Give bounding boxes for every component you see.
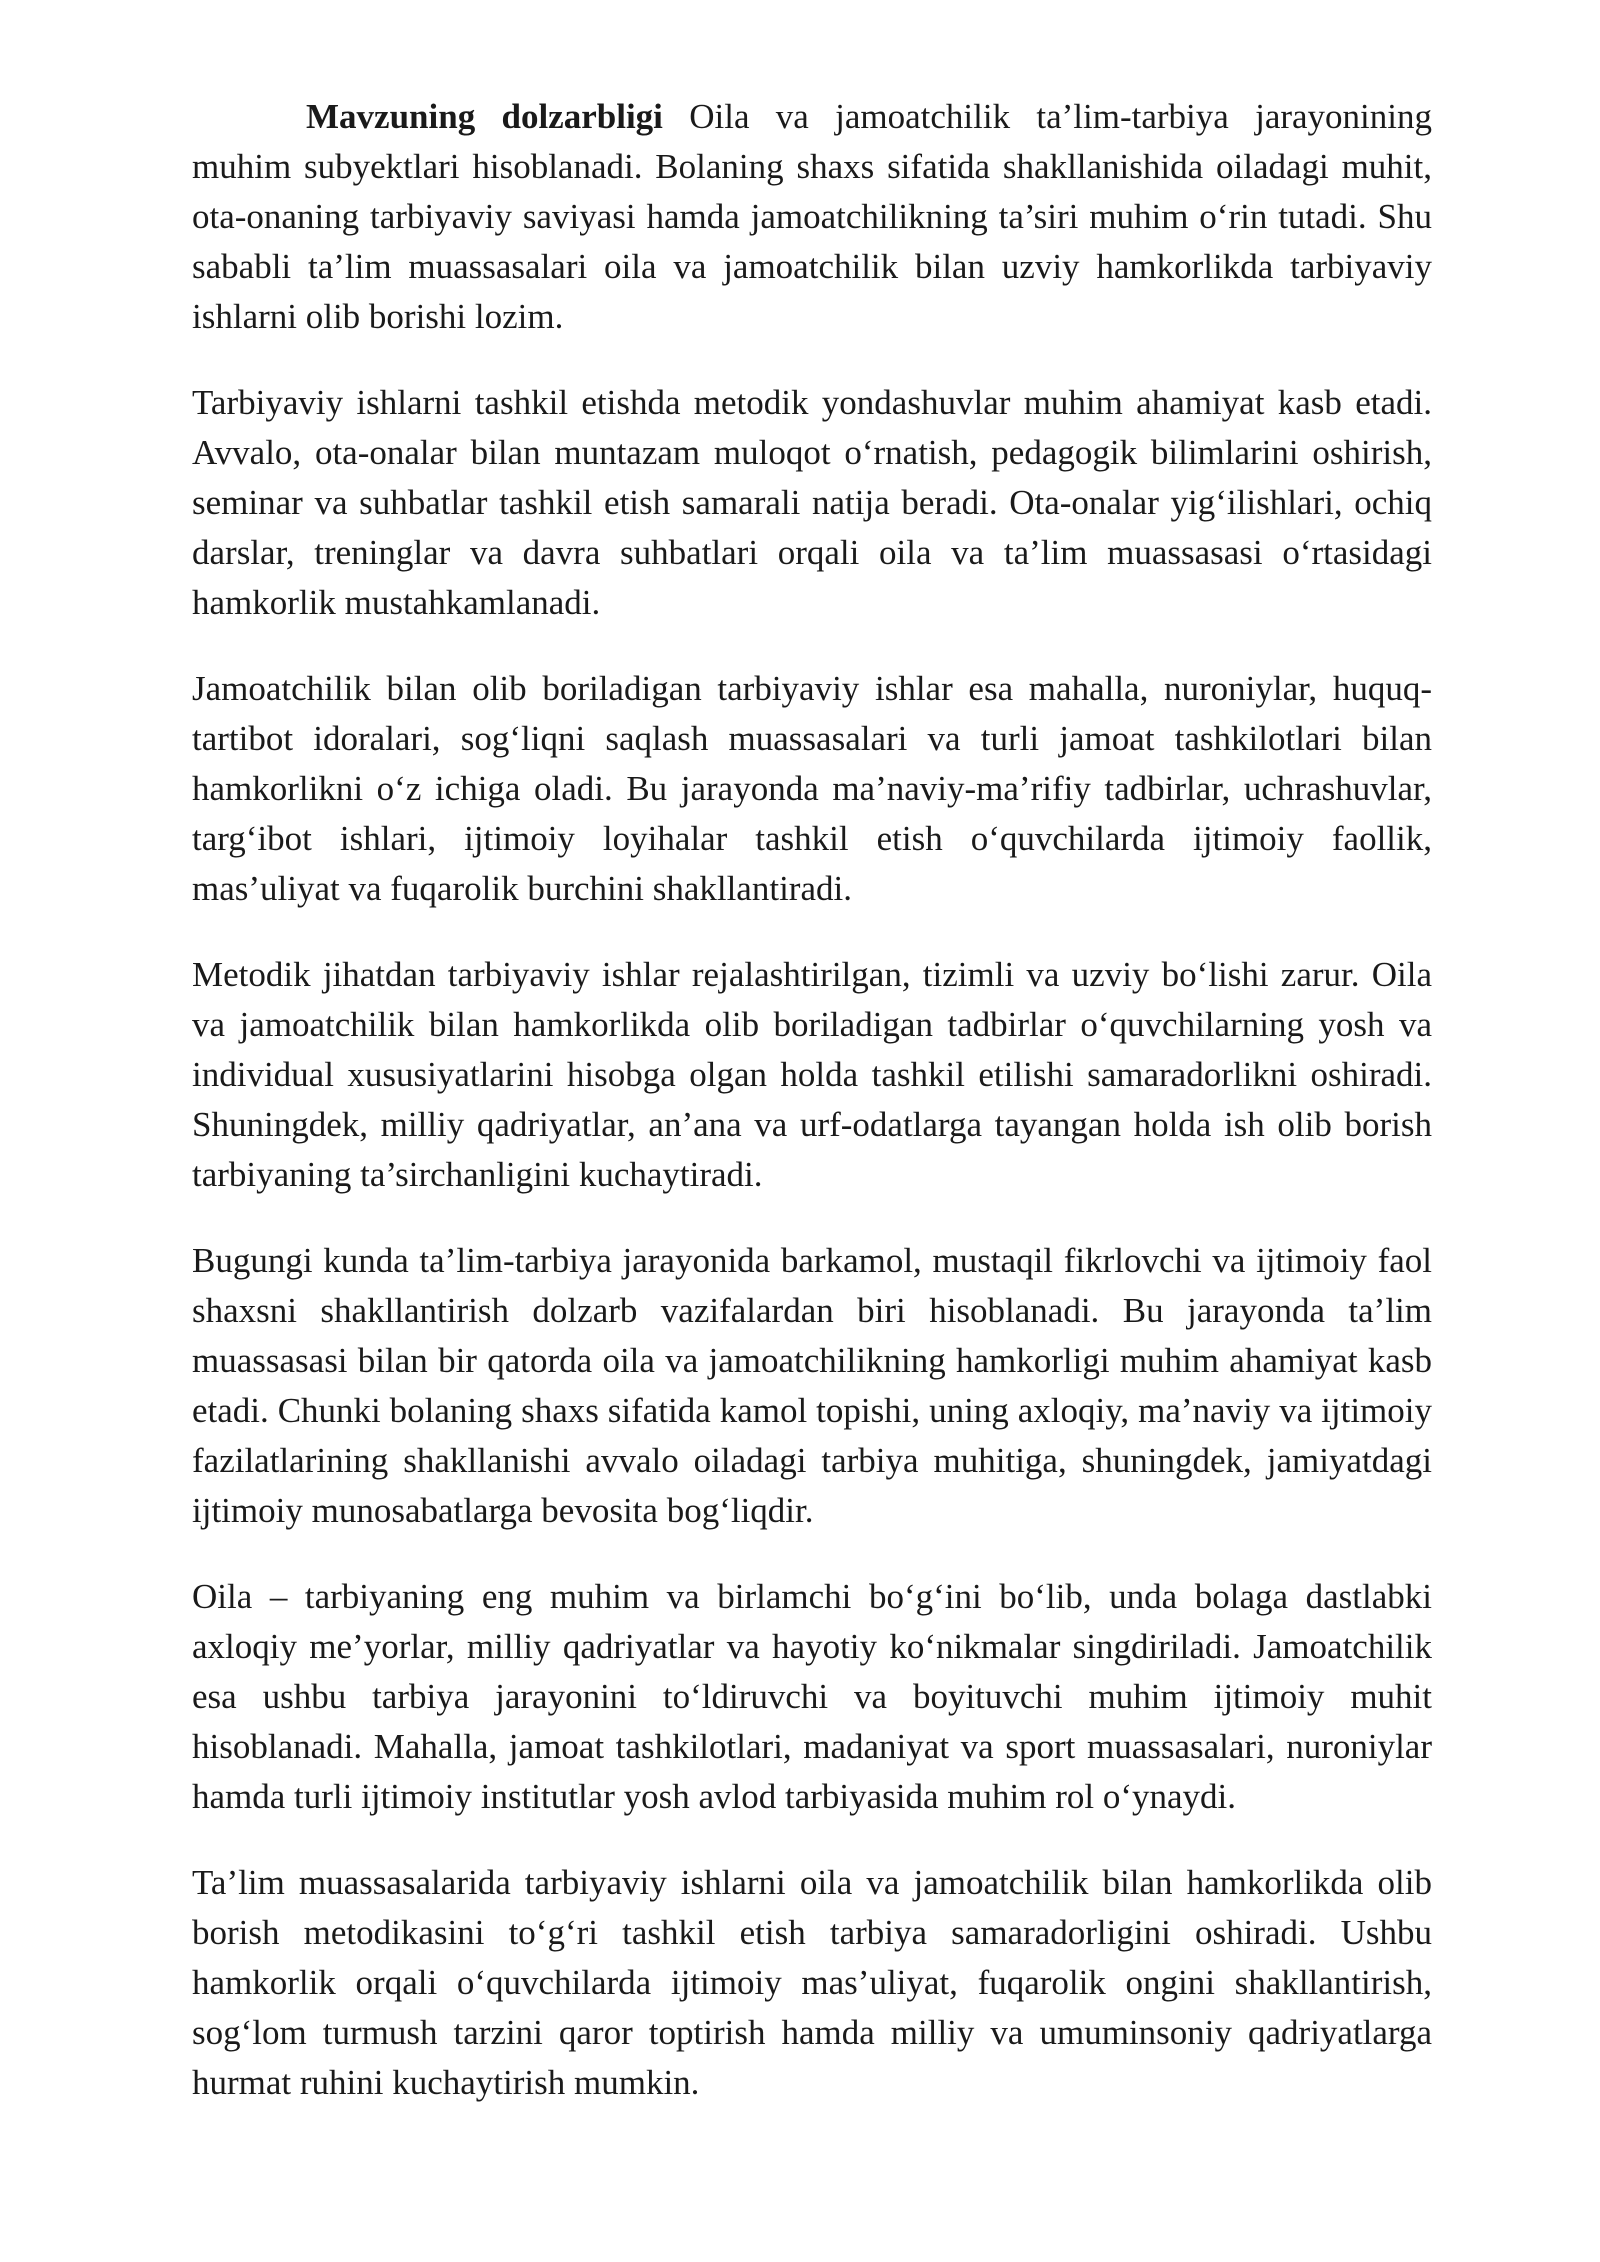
paragraph-conclusion: Ta’lim muassasalarida tarbiyaviy ishlarni oila va jamoatchilik bilan hamkorlikda olib borish metodikasini to‘g‘ri tashkil etish tarbiya samaradorligini oshiradi. Ushbu hamkorlik orqali o‘quvchilarda ijtimoiy mas’uliyat, fuqarolik ongini shakllantirish, sog‘lom turmush tarzini qaror toptirish hamda milliy va umuminsoniy qadriyatlarga hurmat ruhini kuchaytirish mumkin. bbox=[192, 1863, 1432, 2102]
lead-title: Mavzuning dolzarbligi bbox=[306, 97, 663, 136]
document-page bbox=[192, 92, 1432, 2144]
paragraph-methodical-approaches: Tarbiyaviy ishlarni tashkil etishda metodik yondashuvlar muhim ahamiyat kasb etadi. Avvalo, ota-onalar bilan muntazam muloqot o‘rnatish, pedagogik bilimlarini oshirish, seminar va suhbatlar tashkil etish samarali natija beradi. Ota-onalar yig‘ilishlari, ochiq darslar, treninglar va davra suhbatlari orqali oila va ta’lim muassasasi o‘rtasidagi hamkorlik mustahkamlanadi. bbox=[192, 383, 1432, 622]
paragraph-today-education: Bugungi kunda ta’lim-tarbiya jarayonida barkamol, mustaqil fikrlovchi va ijtimoiy faol shaxsni shakllantirish dolzarb vazifalardan biri hisoblanadi. Bu jarayonda ta’lim muassasasi bilan bir qatorda oila va jamoatchilikning hamkorligi muhim ahamiyat kasb etadi. Chunki bolaning shaxs sifatida kamol topishi, uning axloqiy, ma’naviy va ijtimoiy fazilatlarining shakllanishi avvalo oiladagi tarbiya muhitiga, shuningdek, jamiyatdagi ijtimoiy munosabatlarga bevosita bog‘liqdir. bbox=[192, 1241, 1432, 1530]
intro-paragraph-text: Oila va jamoatchilik ta’lim-tarbiya jarayonining muhim subyektlari hisoblanadi. Bolaning shaxs sifatida shakllanishida oiladagi muhit, ota-onaning tarbiyaviy saviyasi hamda jamoatchilikning ta’siri muhim o‘rin tutadi. Shu sababli ta’lim muassasalari oila va jamoatchilik bilan uzviy hamkorlikda tarbiyaviy ishlarni olib borishi lozim. bbox=[192, 97, 1433, 336]
intro-paragraph bbox=[192, 92, 1432, 342]
paragraph-community-work: Jamoatchilik bilan olib boriladigan tarbiyaviy ishlar esa mahalla, nuroniylar, huquq-tartibot idoralari, sog‘liqni saqlash muassasalari va turli jamoat tashkilotlari bilan hamkorlikni o‘z ichiga oladi. Bu jarayonda ma’naviy-ma’rifiy tadbirlar, uchrashuvlar, targ‘ibot ishlari, ijtimoiy loyihalar tashkil etish o‘quvchilarda ijtimoiy faollik, mas’uliyat va fuqarolik burchini shakllantiradi. bbox=[192, 669, 1432, 908]
paragraph-methodical-planning: Metodik jihatdan tarbiyaviy ishlar rejalashtirilgan, tizimli va uzviy bo‘lishi zarur. Oila va jamoatchilik bilan hamkorlikda olib boriladigan tadbirlar o‘quvchilarning yosh va individual xususiyatlarini hisobga olgan holda tashkil etilishi samaradorlikni oshiradi. Shuningdek, milliy qadriyatlar, an’ana va urf-odatlarga tayangan holda ish olib borish tarbiyaning ta’sirchanligini kuchaytiradi. bbox=[192, 955, 1432, 1194]
paragraph-family-role: Oila – tarbiyaning eng muhim va birlamchi bo‘g‘ini bo‘lib, unda bolaga dastlabki axloqiy me’yorlar, milliy qadriyatlar va hayotiy ko‘nikmalar singdiriladi. Jamoatchilik esa ushbu tarbiya jarayonini to‘ldiruvchi va boyituvchi muhim ijtimoiy muhit hisoblanadi. Mahalla, jamoat tashkilotlari, madaniyat va sport muassasalari, nuroniylar hamda turli ijtimoiy institutlar yosh avlod tarbiyasida muhim rol o‘ynaydi. bbox=[192, 1577, 1432, 1816]
